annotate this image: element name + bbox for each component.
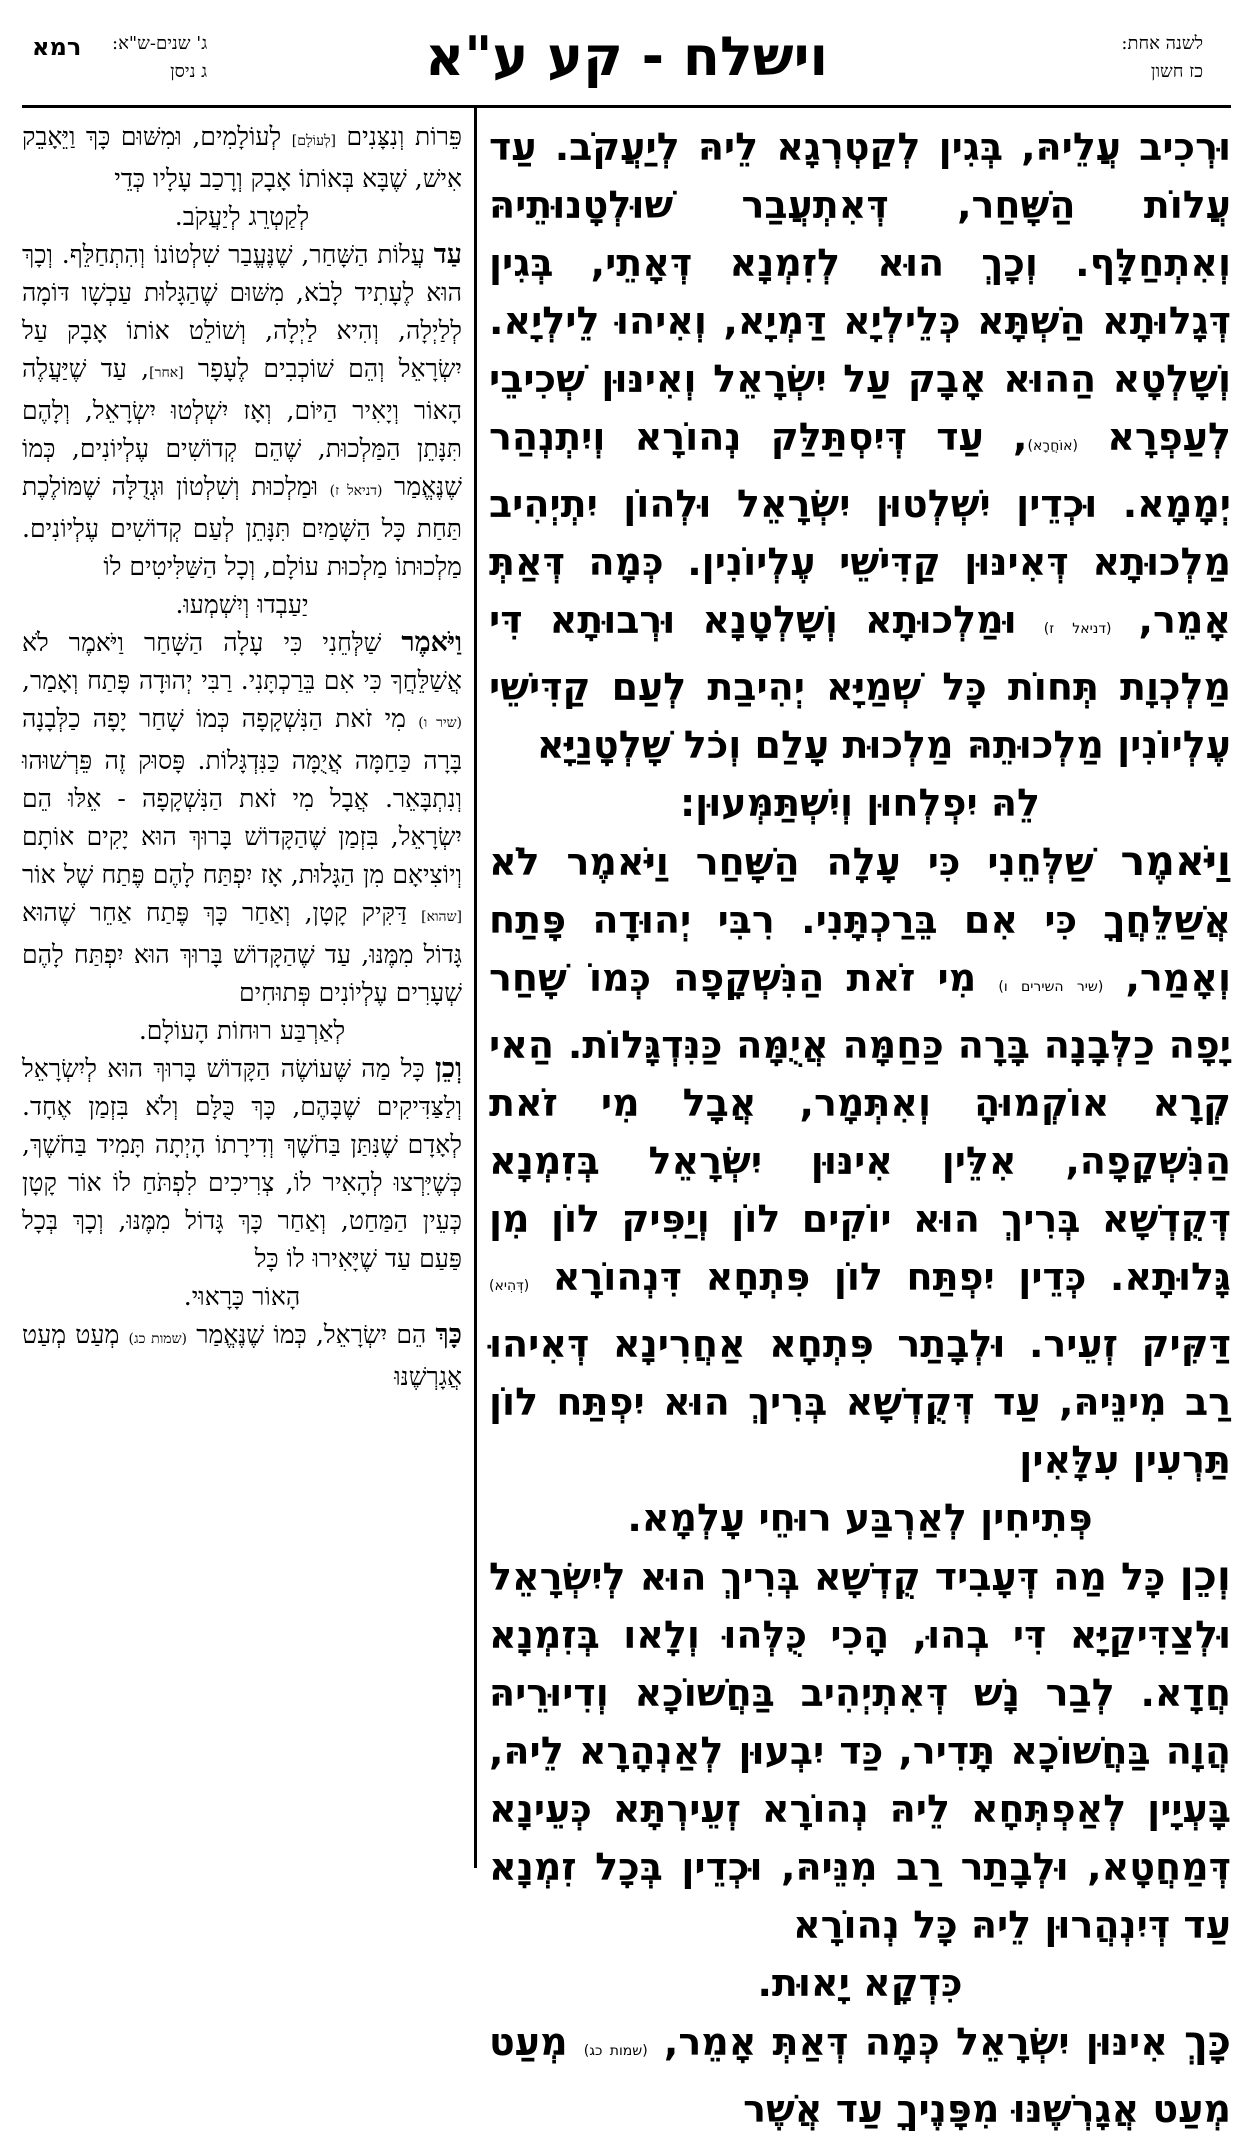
header-one-year-date: כז חשון — [1150, 61, 1203, 82]
main-text: , עַד דְּיִסְתַּלַּק נְהוֹרָא וְיִתְנְהַר יְמָמָא. וּכְדֵין יִשְׁלְטוּן יִשְׂרָאֵל וּלְהוֹן יִתְיְהִיב מַלְכוּתָא דְּאִינּוּן קַדִּישֵׁי עֶלְיוֹנִין. כְּמָה דְּאַתְּ אָמֵר, — [489, 415, 1231, 642]
main-text: מִי זֹאת הַנִּשְׁקָפָה כְּמוֹ שָׁחַר יָפָה כַלְּבָנָה בָּרָה כַּחַמָּה אֲיֻמָּה כַּנִּדְגָּלוֹת. הַאי קְרָא אוֹקְמוּהָ וְאִתְּמָר, אֲבָל מִי זֹאת הַנִּשְׁקָפָה, אִלֵּין אִינּוּן יִשְׂרָאֵל בְּזִמְנָא דְּקֻדְשָׁא בְּרִיךְ הוּא יוֹקִים לוֹן וְיַפִּיק לוֹן מִן גָּלוּתָא. כְּדֵין יִפְתַּח לוֹן פִּתְחָא דִּנְהוֹרָא — [489, 956, 1231, 1299]
source-reference: (דניאל ז) — [329, 483, 383, 499]
commentary-text: שַׁלְּחֵנִי כִּי עָלָה הַשָּׁחַר וַיֹּאמֶר לֹא אֲשַׁלֵּחֲךָ כִּי אִם בֵּרַכְתָּנִי. רַבִּי יְהוּדָה פָּתַח וְאָמַר, — [22, 628, 462, 695]
header-left-dates — [112, 30, 207, 86]
source-reference: [שהוא] — [421, 909, 462, 925]
commentary-paragraph-2 — [22, 236, 462, 586]
main-text: כָּל מַה דְּעָבִיד קֻדְשָׁא בְּרִיךְ הוּא לְיִשְׂרָאֵל וּלְצַדִּיקַיָּא דִּי בְהוּ, הָכִי כֻּלְּהוּ וְלָאו בְּזִמְנָא חֲדָא. לְבַר נָשׁ דְּאִתְיְהִיב בַּחֲשׁוֹכָא וְדִיוּרֵיהּ הֲוָה בַּחֲשׁוֹכָא תָּדִיר, כַּד יִבְעוּן לְאַנְהָרָא לֵיהּ, בָּעְיָין לְאַפְתְּחָא לֵיהּ נְהוֹרָא זְעֵירְתָּא כְּעֵינָא דְּמַחֲטָא, וּלְבָתַר רַב מִנֵּיהּ, וּכְדֵין בְּכָל זִמְנָא עַד דְּיִנְהֲרוּן לֵיהּ כָּל נְהוֹרָא — [489, 1555, 1231, 1947]
commentary-paragraph-4-end: הָאוֹר כָּרָאוּי. — [183, 1282, 301, 1311]
commentary-paragraph-1-end: לְקַטְרֵג לְיַעֲקֹב. — [174, 202, 310, 231]
source-reference: [אחר] — [149, 365, 184, 381]
header-three-year-date: ג ניסן — [170, 61, 208, 82]
commentary-text: כָּל מַה שֶּׁעוֹשֶׂה הַקָּדוֹשׁ בָּרוּךְ הוּא לְיִשְׂרָאֵל וְלַצַּדִּיקִים שֶׁבָּהֶם, כָּךְ כֻּלָּם וְלֹא בִּזְמַן אֶחָד. לְאָדָם שֶׁנִּתַּן בַּחֹשֶׁךְ וְדִירָתוֹ הָיְתָה תָּמִיד בַּחֹשֶׁךְ, כְּשֶׁיִּרְצוּ לְהָאִיר לוֹ, צְרִיכִים לִפְתֹּחַ לוֹ אוֹר קָטָן כְּעֵין הַמַּחַט, וְאַחַר כָּךְ גָּדוֹל מִמֶּנּוּ, וְכָךְ בְּכָל פַּעַם עַד שֶׁיָּאִירוּ לוֹ כָּל — [22, 1054, 462, 1273]
commentary-paragraph-1 — [22, 118, 462, 198]
commentary-paragraph-5 — [22, 1316, 462, 1396]
paragraph-lead-word: וְכֵן — [435, 1053, 462, 1084]
commentary-text: הֵם יִשְׂרָאֵל, כְּמוֹ שֶׁנֶּאֱמַר — [196, 1320, 427, 1349]
commentary-text: פֵּרוֹת וְנִצָּנִים — [346, 122, 462, 151]
source-reference: (שמות כג) — [583, 2043, 648, 2059]
commentary-text: , עַד שֶׁיַּעֲלֶה הָאוֹר וְיָאִיר הַיּוֹם, וְאָז יִשְׁלְטוּ יִשְׂרָאֵל, וְלָהֶם תִּנָּתֵן הַמַּלְכוּת, שֶׁהֵם קְדוֹשִׁים עֶלְיוֹנִים, כְּמוֹ שֶׁנֶּאֱמַר — [22, 354, 462, 501]
commentary-paragraph-3-end: לְאַרְבַּע רוּחוֹת הָעוֹלָם. — [138, 1016, 346, 1045]
paragraph-lead-word: עַד — [433, 239, 462, 270]
commentary-column — [22, 118, 462, 1396]
paragraph-lead-word: וַיֹּאמֶר — [401, 627, 462, 658]
paragraph-lead-word: כָּךְ — [435, 1319, 462, 1350]
source-reference: (אוֹחֲרָא) — [1027, 438, 1078, 454]
commentary-paragraph-2-end: יַעַבְדוּ וְיִשְׁמְעוּ. — [175, 590, 309, 619]
page-header — [22, 18, 1231, 108]
paragraph-lead-word: כָּךְ — [1184, 2017, 1232, 2065]
source-reference: (שמות כג) — [128, 1331, 187, 1347]
header-one-year-label: לשנה אחת: — [1121, 33, 1203, 54]
main-text: דַּקִּיק זְעֵיר. וּלְבָתַר פִּתְחָא אַחֲרִינָא דְּאִיהוּ רַב מִינֵּיהּ, עַד דְּקֻדְשָׁא בְּרִיךְ הוּא יִפְתַּח לוֹן תַּרְעִין עִלָּאִין — [489, 1322, 1231, 1482]
source-reference: [לְעוֹלָם] — [291, 133, 337, 149]
main-paragraph-1 — [489, 118, 1231, 774]
paragraph-lead-word: וַיֹּאמֶר — [1120, 837, 1231, 885]
commentary-text: לְעוֹלָמִים, וּמִשּׁוּם כָּךְ וַיֵּאָבֵק אִישׁ, שֶׁבָּא בְּאוֹתוֹ אָבָק וְרָכַב עָלָיו כְּדֵי — [22, 122, 462, 193]
source-reference: (דְּהִיא) — [489, 1278, 530, 1294]
commentary-paragraph-4 — [22, 1050, 462, 1278]
page — [22, 18, 1232, 2131]
commentary-text: וּמַלְכוּת וְשִׁלְטוֹן וּגְדֻלָּה שֶׁמּוֹלֶכֶת תַּחַת כָּל הַשָּׁמַיִם תִּנָּתֵן לְעַם קְדוֹשִׁים עֶלְיוֹנִים. מַלְכוּתוֹ מַלְכוּת עוֹלָם, וְכָל הַשַּׁלִּיטִים לוֹ — [22, 472, 462, 581]
commentary-paragraph-3 — [22, 624, 462, 1012]
main-text: אִינּוּן יִשְׂרָאֵל כְּמָה דְּאַתְּ אָמֵר, — [663, 2020, 1168, 2064]
main-paragraph-3 — [489, 1547, 1231, 1954]
source-reference: (דניאל ז) — [1043, 621, 1112, 637]
main-paragraph-4 — [489, 2012, 1231, 2138]
commentary-text: דַּקִּיק קָטָן, וְאַחַר כָּךְ פֶּתַח אַחֵר שֶׁהוּא גָּדוֹל מִמֶּנּוּ, עַד שֶׁהַקָּדוֹשׁ בָּרוּךְ הוּא יִפְתַּח לָהֶם שְׁעָרִים עֶלְיוֹנִים פְּתוּחִים — [22, 898, 462, 1007]
source-reference: (שיר ו) — [418, 715, 463, 731]
main-paragraph-2 — [489, 832, 1231, 1489]
main-text: מְעַט מְעַט אֲגָרְשֶׁנּוּ מִפָּנֶיךָ עַד אֲשֶׁר — [489, 2020, 1231, 2131]
main-paragraph-1-end: לֵהּ יִפְלְחוּן וְיִשְׁתַּמְּעוּן: — [679, 781, 1041, 825]
main-paragraph-3-end: כִּדְקָא יָאוּת. — [757, 1961, 963, 2005]
page-title: וישלח - קע ע"א — [424, 25, 829, 88]
main-text-column — [489, 118, 1231, 2138]
main-text: וּמַלְכוּתָא וְשָׁלְטָנָא וּרְבוּתָא דִּי מַלְכְוָת תְּחוֹת כָּל שְׁמַיָּא יְהִיבַת לְעַם קַדִּישֵׁי עֶלְיוֹנִין מַלְכוּתֵהּ מַלְכוּת עָלַם וְכֹל שָׁלְטָנַיָּא — [489, 598, 1231, 767]
commentary-text: עֲלוֹת הַשָּׁחַר, שֶׁנֶּעֱבַר שִׁלְטוֹנוֹ וְהִתְחַלֵּף. וְכָךְ הוּא לֶעָתִיד לָבֹא, מִשּׁוּם שֶׁהַגָּלוּת עַכְשָׁו דּוֹמָה לְלַיְלָה, וְהִיא לַיְלָה, וְשׁוֹלֵט אוֹתוֹ אָבָק עַל יִשְׂרָאֵל וְהֵם שׁוֹכְבִים לֶעָפָר — [22, 240, 462, 383]
column-divider — [474, 108, 477, 1868]
main-paragraph-2-end: פְּתִיחִין לְאַרְבַּע רוּחֵי עָלְמָא. — [627, 1496, 1093, 1540]
commentary-text: מְעַט מְעַט אֲגָרְשֶׁנּוּ — [22, 1320, 462, 1391]
page-number: רמא — [32, 33, 82, 61]
main-text: שַׁלְּחֵנִי כִּי עָלָה הַשָּׁחַר וַיֹּאמֶר לֹא אֲשַׁלֵּחֲךָ כִּי אִם בֵּרַכְתָּנִי. רִבִּי יְהוּדָה פָּתַח וְאָמַר, — [489, 840, 1231, 1000]
source-reference: (שיר השירים ו) — [998, 979, 1104, 995]
main-text: וּרְכִיב עֲלֵיהּ, בְּגִין לְקַטְרְגָא לֵיהּ לְיַעֲקֹב. עַד עֲלוֹת הַשָּׁחַר, דְּאִתְעֲבַר שׁוּלְטָנוּתֵיהּ וְאִתְחַלָּף. וְכָךְ הוּא לְזִמְנָא דְּאָתֵי, בְּגִין דְּגָלוּתָא הַשְׁתָּא כְּלֵילְיָא דַּמְיָא, וְאִיהוּ לֵילְיָא. וְשָׁלְטָא הַהוּא אָבָק עַל יִשְׂרָאֵל וְאִינּוּן שְׁכִיבֵי לְעַפְרָא — [489, 125, 1231, 459]
commentary-text: מִי זֹאת הַנִּשְׁקָפָה כְּמוֹ שָׁחַר יָפָה כַלְּבָנָה בָּרָה כַּחַמָּה אֲיֻמָּה כַּנִּדְגָּלוֹת. פָּסוּק זֶה פֵּרְשׁוּהוּ וְנִתְבָּאֵר. אֲבָל מִי זֹאת הַנִּשְׁקָפָה - אֵלּוּ הֵם יִשְׂרָאֵל, בִּזְמַן שֶׁהַקָּדוֹשׁ בָּרוּךְ הוּא יָקִים אוֹתָם וְיוֹצִיאָם מִן הַגָּלוּת, אָז יִפְתַּח לָהֶם פֶּתַח שֶׁל אוֹר — [22, 704, 462, 889]
header-three-year-label: ג' שנים-ש"א: — [112, 33, 208, 54]
paragraph-lead-word: וְכֵן — [1179, 1552, 1232, 1600]
